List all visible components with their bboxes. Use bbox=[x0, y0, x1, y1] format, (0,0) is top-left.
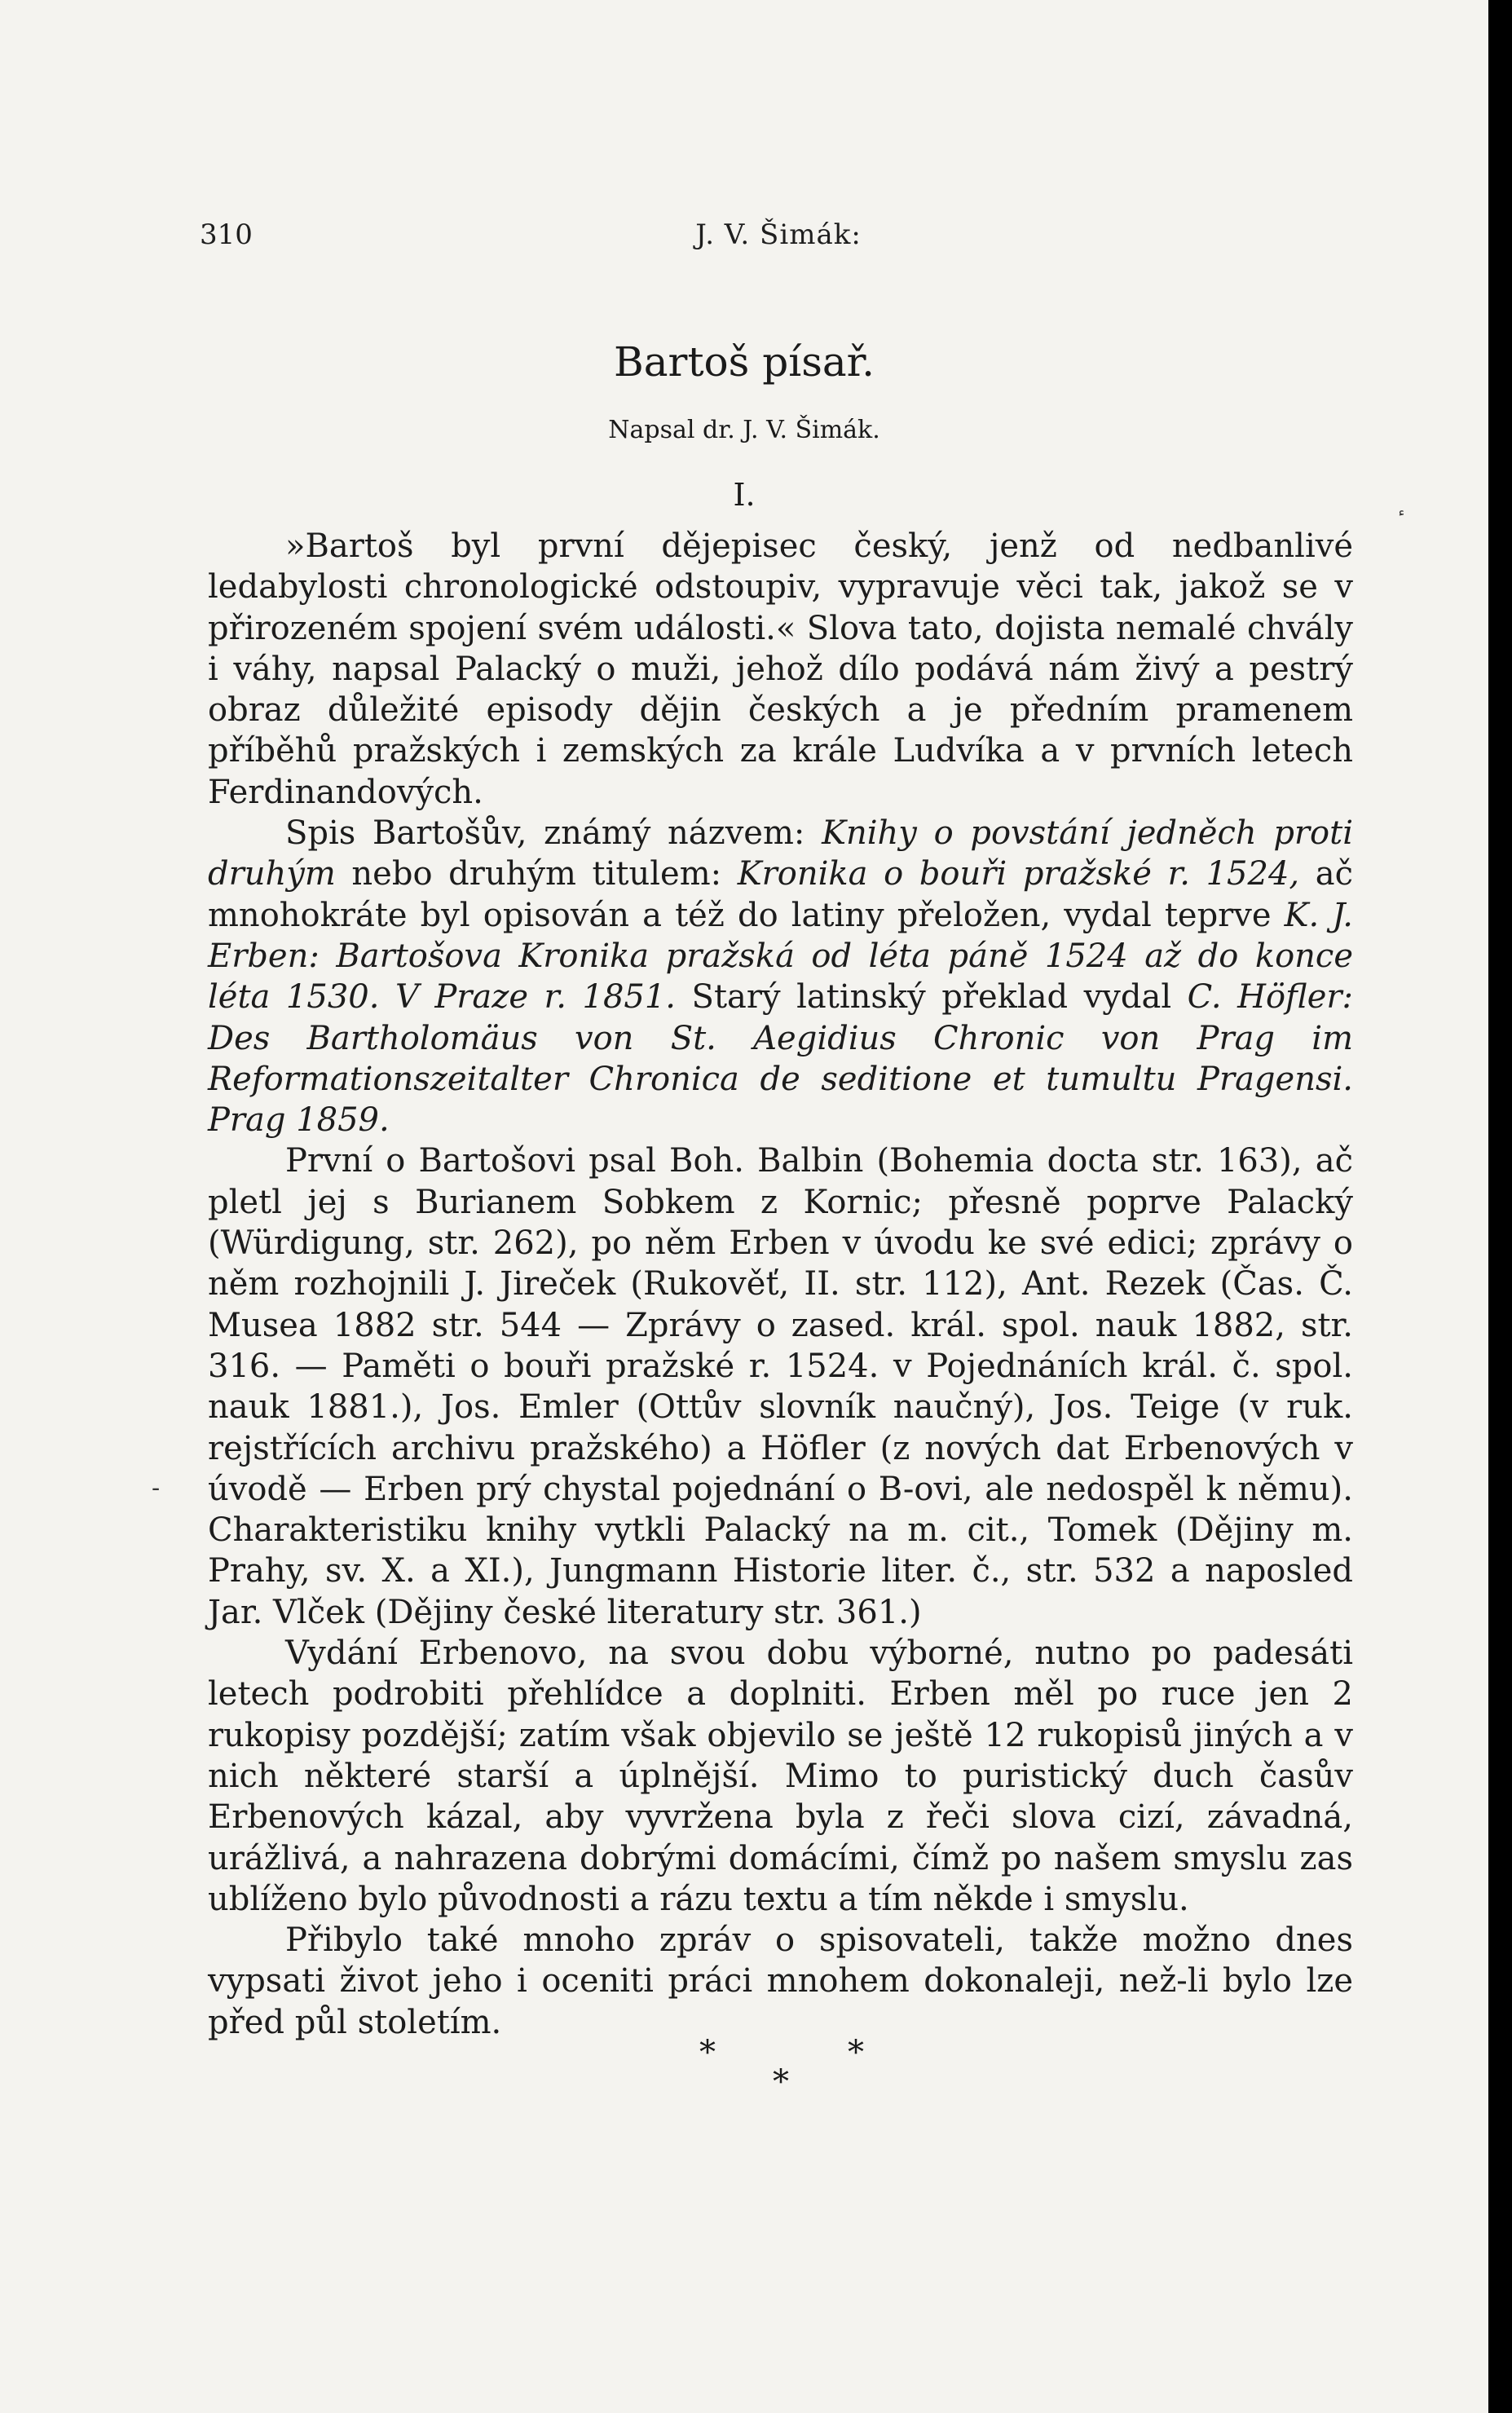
alt-title-italic: Kronika o bouři pražské r. 1524, bbox=[737, 855, 1300, 893]
paragraph-2-text-3: ač mnohokráte byl opisován a též do latiny přeložen, vydal teprve bbox=[208, 855, 1353, 934]
paragraph-2-text-1: Spis Bartošův, známý názvem: bbox=[285, 814, 822, 853]
paragraph-3: První o Bartošovi psal Boh. Balbin (Bohemia docta str. 163), ač pletl jej s Burianem Sobkem z Kornic; přesně poprve Palacký (Würdigung, str. 262), po něm Erben v úvodu ke své edici; zprávy o něm rozhojnili J. Jireček (Rukověť, II. str. 112), Ant. Rezek (Čas. Č. Musea 1882 str. 544 — Zprávy o zased. král. spol. nauk 1882, str. 316. — Paměti o bouři pražské r. 1524. v Pojednáních král. č. spol. nauk 1881.), Jos. Emler (Ottův slovník naučný), Jos. Teige (v ruk. rejstřících archivu pražského) a Höfler (z nových dat Erbenových v úvodě — Erben prý chystal pojednání o B-ovi, ale nedospěl k němu). Charakteristiku knihy vytkli Palacký na m. cit., Tomek (Dějiny m. Prahy, sv. X. a XI.), Jungmann Historie liter. č., str. 532 a naposled Jar. Vlček (Dějiny české literatury str. 361.) bbox=[208, 1142, 1353, 1631]
paragraph-5: Přibylo také mnoho zpráv o spisovateli, takže možno dnes vypsati život jeho i oceniti práci mnohem dokonaleji, než-li bylo lze před půl stoletím. bbox=[208, 1921, 1353, 2041]
hofler-edition-italic: C. Höfler: Des Bartholomäus von St. Aegidius Chronic von Prag im Reformationszeitalter Chronica de seditione et tumultu Pragensi. Prag 1859. bbox=[208, 978, 1353, 1140]
article-byline: Napsal dr. J. V. Šimák. bbox=[608, 416, 880, 444]
article-title: Bartoš písař. bbox=[614, 338, 875, 386]
separator-star: * bbox=[773, 2063, 789, 2101]
paragraph-1: »Bartoš byl první dějepisec český, jenž od nedbanlivé ledabylosti chronologické odstoupiv, vypravuje věci tak, jakož se v přirozeném spojení svém události.« Slova tato, dojista nemalé chvály i váhy, napsal Palacký o muži, jehož dílo podává nám živý a pestrý obraz důležité episody dějin českých a je předním pramenem příběhů pražských i zemských za krále Ludvíka a v prvních letech Ferdinandových. bbox=[208, 527, 1353, 811]
separator-star: * bbox=[699, 2034, 716, 2071]
section-number: I. bbox=[733, 477, 756, 513]
page-number: 310 bbox=[200, 218, 253, 251]
running-title: J. V. Šimák: bbox=[695, 218, 862, 251]
article-body bbox=[208, 526, 1353, 2043]
margin-mark-left: - bbox=[152, 1474, 161, 1502]
paragraph-2-text-4: Starý latinský překlad vydal bbox=[676, 978, 1188, 1017]
section-separator bbox=[0, 2034, 1488, 2107]
erben-edition-italic: K. J. Erben: Bartošova Kronika pražská od léta páně 1524 až do konce léta 1530. V Praze r. 1851. bbox=[208, 896, 1353, 1017]
paragraph-2-text-2: nebo druhým titulem: bbox=[335, 855, 738, 893]
paragraph-2 bbox=[208, 813, 1353, 1140]
running-head bbox=[200, 218, 1357, 259]
book-title-italic: Knihy o povstání jedněch proti druhým bbox=[208, 814, 1353, 893]
separator-star: * bbox=[848, 2034, 864, 2071]
paragraph-4: Vydání Erbenovo, na svou dobu výborné, nutno po padesáti letech podrobiti přehlídce a doplniti. Erben měl po ruce jen 2 rukopisy pozdější; zatím však objevilo se ještě 12 rukopisů jiných a v nich některé starší a úplnější. Mimo to puristický duch časův Erbenových kázal, aby vyvržena byla z řeči slova cizí, závadná, urážlivá, a nahrazena dobrými domácími, čímž po našem smyslu zas ublíženo bylo původnosti a rázu textu a tím někde i smyslu. bbox=[208, 1634, 1353, 1918]
